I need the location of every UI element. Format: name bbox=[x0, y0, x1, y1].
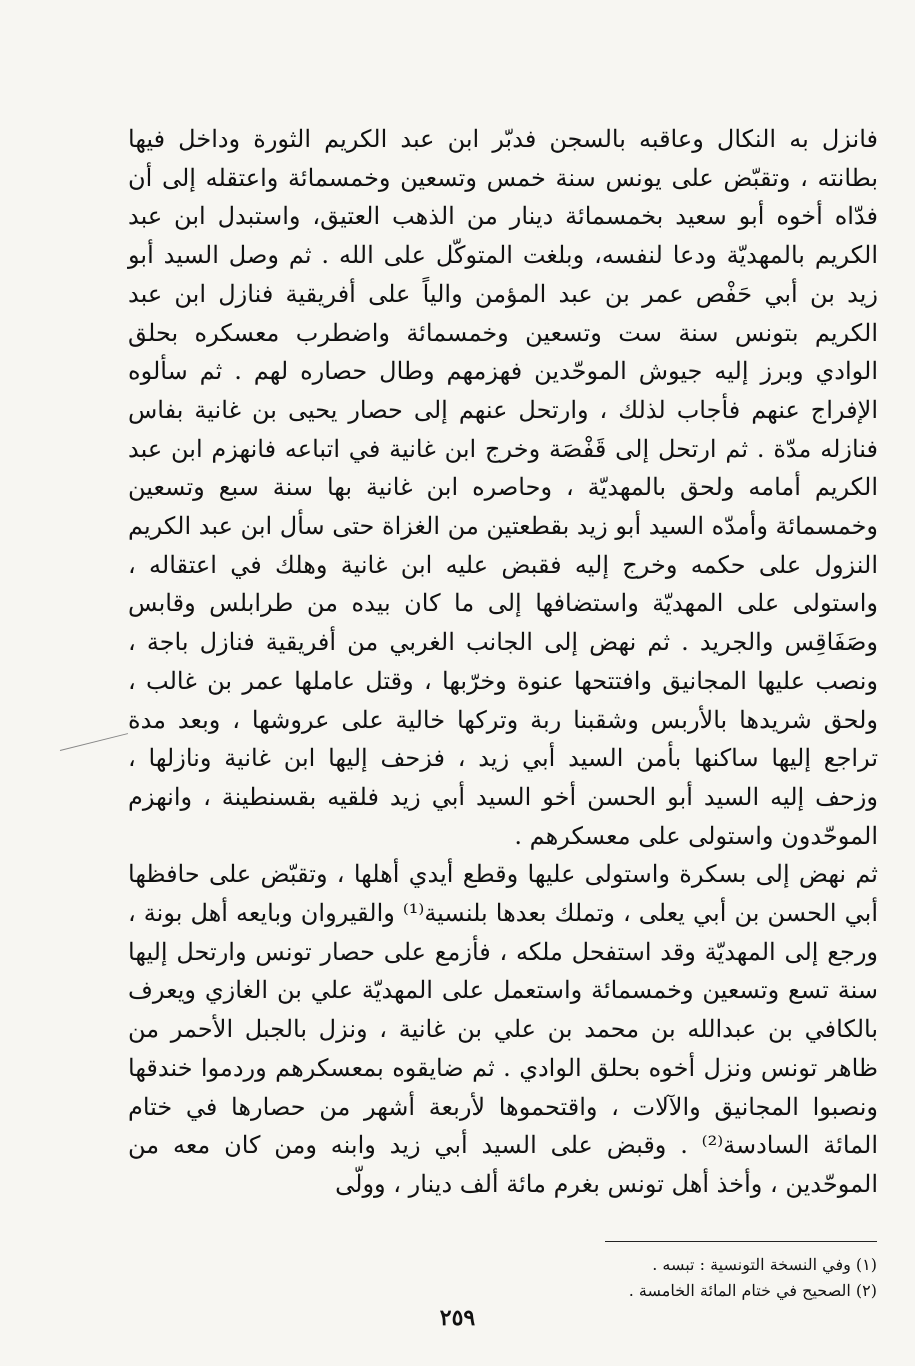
footnote-1: (١) وفي النسخة التونسية : تبسه . bbox=[652, 1255, 877, 1274]
paragraph-2: ثم نهض إلى بسكرة واستولى عليها وقطع أيدي أهلها ، وتقبّض على حافظها أبي الحسن بن أبي يعلى ، وتملك بعدها بلنسية⁽¹⁾ والقيروان وبايعه أهل بونة ، ورجع إلى المهديّة وقد استفحل ملكه ، فأزمع على حصار تونس وارتحل إليها سنة تسع وتسعين وخمسمائة واستعمل على المهديّة علي بن الغازي ويعرف بالكافي بن عبدالله بن محمد بن علي بن غانية ، ونزل بالجبل الأحمر من ظاهر تونس ونزل أخوه بحلق الوادي . ثم ضايقوه بمعسكرهم وردموا خندقها ونصبوا المجانيق والآلات ، واقتحموها لأربعة أشهر من حصارها في ختام المائة السادسة⁽²⁾ . وقبض على السيد أبي زيد وابنه ومن كان معه من الموحّدين ، وأخذ أهل تونس بغرم مائة ألف دينار ، وولّى bbox=[128, 860, 879, 1198]
paragraph-1: فانزل به النكال وعاقبه بالسجن فدبّر ابن عبد الكريم الثورة وداخل فيها بطانته ، وتقبّض على يونس سنة خمس وتسعين وخمسمائة واعتقله إلى أن فدّاه أخوه أبو سعيد بخمسمائة دينار من الذهب العتيق، واستبدل ابن عبد الكريم بالمهديّة ودعا لنفسه، وبلغت المتوكّل على الله . ثم وصل السيد أبو زيد بن أبي حَفْص عمر بن عبد المؤمن والياً على أفريقية فنازل ابن عبد الكريم بتونس سنة ست وتسعين وخمسمائة واضطرب معسكره بحلق الوادي وبرز إليه جيوش الموحّدين فهزمهم وطال حصاره لهم . ثم سألوه الإفراج عنهم فأجاب لذلك ، وارتحل عنهم إلى حصار يحيى بن غانية بفاس فنازله مدّة . ثم ارتحل إلى قَفْصَة وخرج ابن غانية في اتباعه فانهزم ابن عبد الكريم أمامه ولحق بالمهديّة ، وحاصره ابن غانية بها سنة سبع وتسعين وخمسمائة وأمدّه السيد أبو زيد بقطعتين من الغزاة حتى سأل ابن عبد الكريم النزول على حكمه وخرج إليه فقبض عليه ابن غانية وهلك في اعتقاله ، واستولى على المهديّة واستضافها إلى ما كان بيده من طرابلس وقابس وصَفَاقِس والجريد . ثم نهض إلى الجانب الغربي من أفريقية فنازل باجة ، ونصب عليها المجانيق وافتتحها عنوة وخرّبها ، وقتل عاملها عمر بن غالب ، ولحق شريدها بالأربس وشقبنا ربة وتركها خالية على عروشها ، وبعد مدة تراجع إليها ساكنها بأمن السيد أبي زيد ، فزحف إليها ابن غانية ونازلها ، وزحف إليه السيد أبو الحسن أخو السيد أبي زيد فلقيه بقسنطينة ، وانهزم الموحّدون واستولى على معسكرهم . bbox=[128, 125, 878, 850]
footnotes bbox=[317, 1252, 877, 1304]
main-text bbox=[128, 120, 878, 1204]
scan-edge-mark bbox=[60, 733, 128, 751]
page-number: ٢٥٩ bbox=[439, 1305, 476, 1331]
footnote-2: (٢) الصحيح في ختام المائة الخامسة . bbox=[628, 1281, 877, 1300]
footnote-divider bbox=[605, 1241, 877, 1242]
